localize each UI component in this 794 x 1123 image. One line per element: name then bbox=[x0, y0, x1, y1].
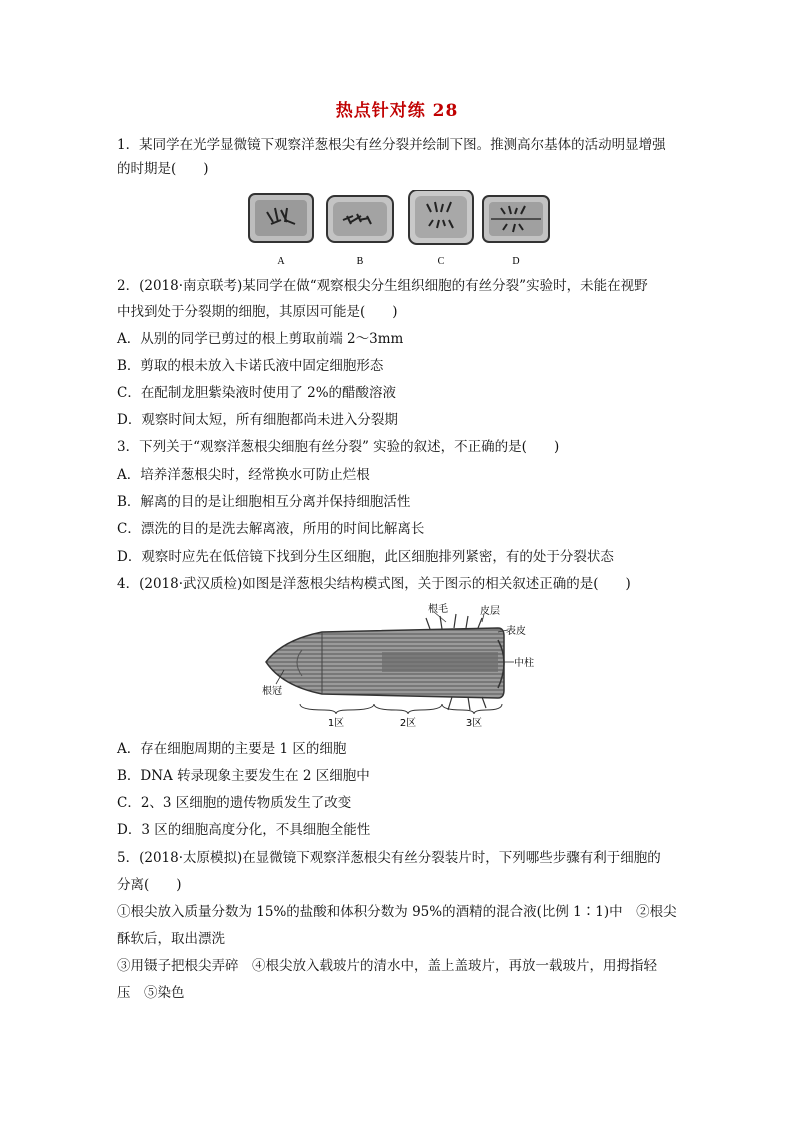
q1-stem-line1: 1．某同学在光学显微镜下观察洋葱根尖有丝分裂并绘制下图。推测高尔基体的活动明显增强 bbox=[117, 137, 666, 153]
label-a: A bbox=[277, 256, 285, 267]
q5-step-line4: 压 ⑤染色 bbox=[117, 985, 185, 1001]
q4-option-c: C．2、3 区细胞的遗传物质发生了改变 bbox=[117, 795, 352, 811]
q3-option-c: C．漂洗的目的是洗去解离液，所用的时间比解离长 bbox=[117, 521, 425, 537]
q1-stem-line2: 的时期是( ) bbox=[117, 161, 209, 177]
q2-option-c: C．在配制龙胆紫染液时使用了 2%的醋酸溶液 bbox=[117, 385, 397, 401]
q4-option-a: A．存在细胞周期的主要是 1 区的细胞 bbox=[117, 741, 347, 757]
label-stele: 中柱 bbox=[514, 658, 534, 669]
label-root-hair: 根毛 bbox=[428, 604, 448, 615]
mitosis-stages-figure bbox=[247, 190, 551, 268]
q2-option-d: D．观察时间太短，所有细胞都尚未进入分裂期 bbox=[117, 412, 398, 428]
cell-d bbox=[483, 196, 549, 242]
label-cortex: 皮层 bbox=[480, 606, 500, 617]
label-zone-2: 2区 bbox=[399, 718, 417, 728]
q3-option-b: B．解离的目的是让细胞相互分离并保持细胞活性 bbox=[117, 494, 411, 510]
q3-option-d: D．观察时应先在低倍镜下找到分生区细胞，此区细胞排列紧密，有的处于分裂状态 bbox=[117, 549, 614, 565]
q5-step-line1: ①根尖放入质量分数为 15%的盐酸和体积分数为 95%的酒精的混合液(比例 1∶1)中 ②根尖 bbox=[117, 904, 677, 920]
q2-stem-line2: 中找到处于分裂期的细胞，其原因可能是( ) bbox=[117, 304, 398, 320]
label-root-cap: 根冠 bbox=[262, 686, 282, 697]
q3-stem: 3．下列关于“观察洋葱根尖细胞有丝分裂” 实验的叙述，不正确的是( ) bbox=[117, 439, 560, 455]
q2-stem-line1: 2．(2018·南京联考)某同学在做“观察根尖分生组织细胞的有丝分裂”实验时，未能在视野 bbox=[117, 278, 648, 294]
q5-step-line3: ③用镊子把根尖弄碎 ④根尖放入载玻片的清水中，盖上盖玻片，再放一载玻片，用拇指轻 bbox=[117, 958, 657, 974]
label-b: B bbox=[356, 256, 364, 267]
label-zone-3: 3区 bbox=[465, 718, 483, 728]
label-zone-1: 1区 bbox=[327, 718, 345, 728]
cell-b bbox=[327, 196, 393, 242]
q4-stem: 4．(2018·武汉质检)如图是洋葱根尖结构模式图，关于图示的相关叙述正确的是( ) bbox=[117, 576, 631, 592]
page-title: 热点针对练 28 bbox=[335, 101, 459, 121]
q2-option-b: B．剪取的根未放入卡诺氏液中固定细胞形态 bbox=[117, 358, 384, 374]
zone-braces bbox=[300, 704, 502, 714]
label-c: C bbox=[437, 256, 445, 267]
q4-option-d: D．3 区的细胞高度分化，不具细胞全能性 bbox=[117, 822, 371, 838]
cell-a bbox=[249, 194, 313, 242]
q2-option-a: A．从别的同学已剪过的根上剪取前端 2～3mm bbox=[117, 331, 404, 347]
q4-option-b: B．DNA 转录现象主要发生在 2 区细胞中 bbox=[117, 768, 370, 784]
q5-stem-line2: 分离( ) bbox=[117, 877, 182, 893]
label-epidermis: 表皮 bbox=[506, 626, 526, 637]
root-body bbox=[266, 628, 504, 698]
label-d: D bbox=[512, 256, 520, 267]
cell-c bbox=[409, 190, 473, 244]
q3-option-a: A．培养洋葱根尖时，经常换水可防止烂根 bbox=[117, 467, 370, 483]
root-tip-structure-figure bbox=[262, 600, 544, 728]
q5-step-line2: 酥软后，取出漂洗 bbox=[117, 931, 225, 947]
q5-stem-line1: 5．(2018·太原模拟)在显微镜下观察洋葱根尖有丝分裂装片时，下列哪些步骤有利于细胞的 bbox=[117, 850, 661, 866]
